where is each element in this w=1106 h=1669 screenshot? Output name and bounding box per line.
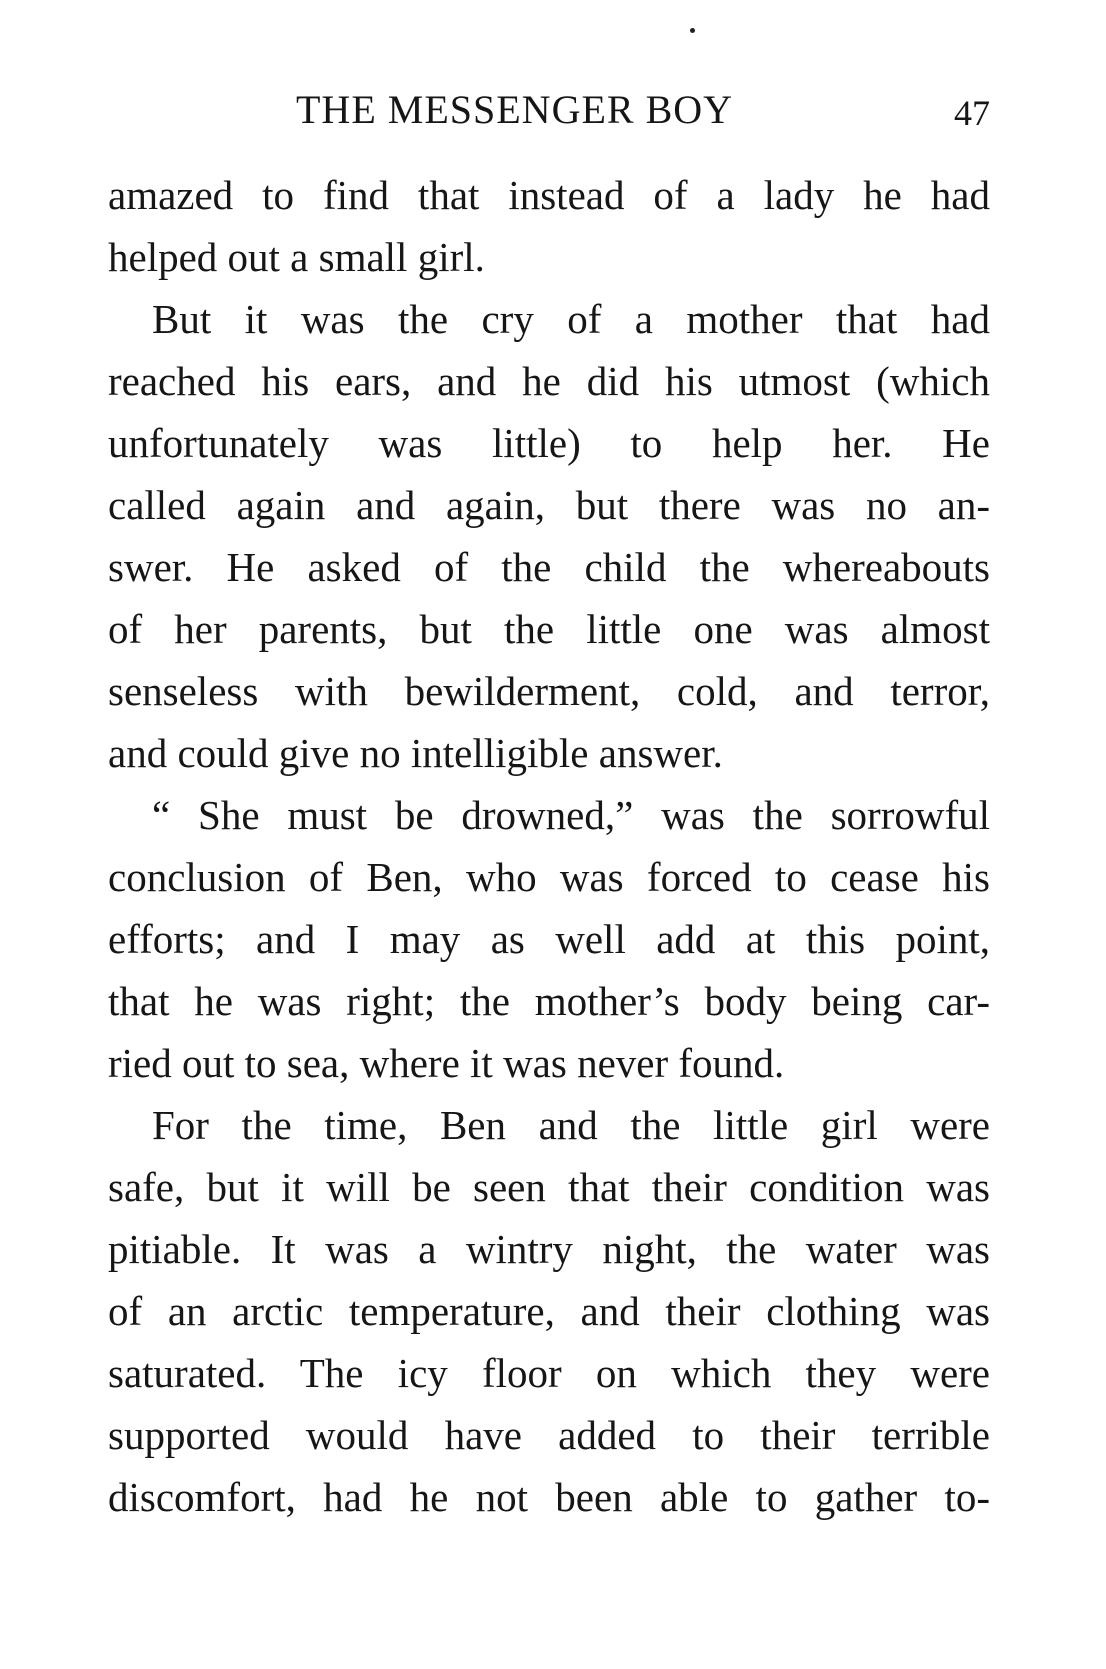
text-line: senseless with bewilderment, cold, and terror, — [108, 668, 990, 714]
page-header — [108, 86, 990, 136]
text-line: helped out a small girl. — [108, 234, 485, 280]
print-speck — [690, 28, 695, 33]
text-line: unfortunately was little) to help her. He — [108, 420, 990, 466]
text-line: conclusion of Ben, who was forced to cease his — [108, 854, 990, 900]
text-line: discomfort, had he not been able to gather to- — [108, 1474, 990, 1520]
text-line: But it was the cry of a mother that had — [152, 296, 990, 342]
text-line: called again and again, but there was no an- — [108, 482, 990, 528]
text-line: pitiable. It was a wintry night, the water was — [108, 1226, 990, 1272]
text-line: supported would have added to their terrible — [108, 1412, 990, 1458]
text-line: reached his ears, and he did his utmost (which — [108, 358, 990, 404]
text-line: swer. He asked of the child the whereabouts — [108, 544, 990, 590]
text-line: safe, but it will be seen that their condition was — [108, 1164, 990, 1210]
running-title: THE MESSENGER BOY — [296, 87, 734, 132]
text-line: of her parents, but the little one was almost — [108, 606, 990, 652]
page-number: 47 — [954, 93, 990, 133]
text-line: that he was right; the mother’s body being car- — [108, 978, 990, 1024]
text-line: saturated. The icy floor on which they were — [108, 1350, 990, 1396]
text-line: of an arctic temperature, and their clothing was — [108, 1288, 990, 1334]
text-line: and could give no intelligible answer. — [108, 730, 723, 776]
text-line: “ She must be drowned,” was the sorrowful — [152, 792, 990, 838]
body-text — [108, 164, 990, 1528]
text-line: efforts; and I may as well add at this point, — [108, 916, 990, 962]
text-line: ried out to sea, where it was never found. — [108, 1040, 785, 1086]
text-line: For the time, Ben and the little girl were — [152, 1102, 990, 1148]
text-line: amazed to find that instead of a lady he had — [108, 172, 990, 218]
